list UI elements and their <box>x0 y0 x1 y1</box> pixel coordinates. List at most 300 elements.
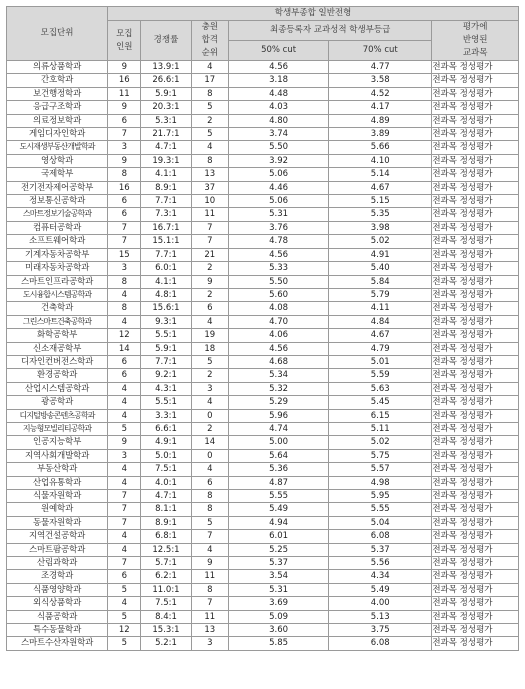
cell-competition: 5.7:1 <box>141 557 191 570</box>
cell-department: 간호학과 <box>7 74 108 87</box>
cell-eval: 전과목 정성평가 <box>432 302 519 315</box>
cell-quota: 7 <box>108 490 141 503</box>
cell-waitlist: 21 <box>191 248 229 261</box>
table-row <box>7 624 519 637</box>
header-waitlist: 충원 합격 순위 <box>191 21 229 61</box>
cell-quota: 9 <box>108 154 141 167</box>
cell-cut70: 4.79 <box>329 342 432 355</box>
cell-quota: 6 <box>108 369 141 382</box>
cell-cut50: 4.08 <box>229 302 329 315</box>
cell-eval: 전과목 정성평가 <box>432 168 519 181</box>
cell-waitlist: 2 <box>191 288 229 301</box>
cell-quota: 5 <box>108 422 141 435</box>
cell-waitlist: 7 <box>191 530 229 543</box>
header-cut70: 70% cut <box>329 41 432 61</box>
cell-department: 스마트팜공학과 <box>7 543 108 556</box>
cell-eval: 전과목 정성평가 <box>432 114 519 127</box>
admission-results-table <box>6 6 519 651</box>
cell-department: 동물자원학과 <box>7 516 108 529</box>
cell-competition: 5.5:1 <box>141 329 191 342</box>
cell-eval: 전과목 정성평가 <box>432 87 519 100</box>
table-row <box>7 476 519 489</box>
table-row <box>7 275 519 288</box>
cell-eval: 전과목 정성평가 <box>432 355 519 368</box>
cell-cut70: 5.95 <box>329 490 432 503</box>
cell-department: 응급구조학과 <box>7 101 108 114</box>
cell-competition: 11.0:1 <box>141 583 191 596</box>
cell-department: 지능형모빌리티공학과 <box>7 422 108 435</box>
cell-eval: 전과목 정성평가 <box>432 382 519 395</box>
cell-competition: 20.3:1 <box>141 101 191 114</box>
cell-department: 조경학과 <box>7 570 108 583</box>
cell-department: 식품영양학과 <box>7 583 108 596</box>
cell-quota: 4 <box>108 463 141 476</box>
cell-cut50: 6.01 <box>229 530 329 543</box>
cell-cut50: 5.36 <box>229 463 329 476</box>
cell-competition: 7.3:1 <box>141 208 191 221</box>
table-row <box>7 141 519 154</box>
table-row <box>7 315 519 328</box>
cell-waitlist: 5 <box>191 101 229 114</box>
cell-competition: 13.9:1 <box>141 61 191 74</box>
cell-cut50: 3.18 <box>229 74 329 87</box>
cell-waitlist: 8 <box>191 87 229 100</box>
table-row <box>7 516 519 529</box>
cell-waitlist: 10 <box>191 195 229 208</box>
cell-eval: 전과목 정성평가 <box>432 624 519 637</box>
table-row <box>7 181 519 194</box>
cell-waitlist: 5 <box>191 128 229 141</box>
cell-waitlist: 11 <box>191 610 229 623</box>
cell-cut50: 4.03 <box>229 101 329 114</box>
cell-department: 환경공학과 <box>7 369 108 382</box>
table-row <box>7 208 519 221</box>
cell-cut70: 4.77 <box>329 61 432 74</box>
cell-competition: 9.2:1 <box>141 369 191 382</box>
cell-department: 전기전자제어공학부 <box>7 181 108 194</box>
cell-cut70: 5.35 <box>329 208 432 221</box>
cell-competition: 7.5:1 <box>141 463 191 476</box>
table-row <box>7 168 519 181</box>
cell-eval: 전과목 정성평가 <box>432 315 519 328</box>
cell-cut50: 5.32 <box>229 382 329 395</box>
cell-cut70: 4.89 <box>329 114 432 127</box>
cell-competition: 5.0:1 <box>141 449 191 462</box>
cell-cut50: 5.64 <box>229 449 329 462</box>
cell-cut50: 4.87 <box>229 476 329 489</box>
table-row <box>7 503 519 516</box>
cell-competition: 16.7:1 <box>141 221 191 234</box>
table-body <box>7 61 519 651</box>
cell-quota: 7 <box>108 235 141 248</box>
cell-department: 보건행정학과 <box>7 87 108 100</box>
cell-department: 신소재공학부 <box>7 342 108 355</box>
cell-waitlist: 5 <box>191 516 229 529</box>
cell-cut50: 5.09 <box>229 610 329 623</box>
cell-competition: 8.4:1 <box>141 610 191 623</box>
cell-quota: 4 <box>108 382 141 395</box>
table-row <box>7 101 519 114</box>
cell-department: 게임디자인학과 <box>7 128 108 141</box>
cell-cut50: 4.06 <box>229 329 329 342</box>
cell-quota: 6 <box>108 208 141 221</box>
cell-cut70: 4.17 <box>329 101 432 114</box>
cell-eval: 전과목 정성평가 <box>432 422 519 435</box>
cell-cut70: 4.84 <box>329 315 432 328</box>
cell-competition: 6.0:1 <box>141 262 191 275</box>
cell-department: 지역사회개발학과 <box>7 449 108 462</box>
table-row <box>7 221 519 234</box>
table-row <box>7 74 519 87</box>
cell-cut70: 4.67 <box>329 181 432 194</box>
cell-department: 화학공학부 <box>7 329 108 342</box>
cell-quota: 8 <box>108 302 141 315</box>
cell-competition: 15.6:1 <box>141 302 191 315</box>
cell-quota: 16 <box>108 181 141 194</box>
cell-quota: 3 <box>108 262 141 275</box>
cell-quota: 6 <box>108 570 141 583</box>
cell-competition: 7.5:1 <box>141 597 191 610</box>
table-row <box>7 154 519 167</box>
table-row <box>7 329 519 342</box>
cell-quota: 4 <box>108 409 141 422</box>
cell-waitlist: 8 <box>191 490 229 503</box>
cell-quota: 7 <box>108 221 141 234</box>
cell-competition: 6.8:1 <box>141 530 191 543</box>
cell-competition: 12.5:1 <box>141 543 191 556</box>
cell-waitlist: 6 <box>191 476 229 489</box>
cell-waitlist: 18 <box>191 342 229 355</box>
cell-waitlist: 4 <box>191 315 229 328</box>
cell-cut70: 5.02 <box>329 235 432 248</box>
cell-cut50: 5.60 <box>229 288 329 301</box>
cell-cut70: 6.08 <box>329 530 432 543</box>
cell-eval: 전과목 정성평가 <box>432 141 519 154</box>
cell-competition: 4.8:1 <box>141 288 191 301</box>
cell-department: 건축학과 <box>7 302 108 315</box>
cell-competition: 4.7:1 <box>141 490 191 503</box>
cell-cut70: 5.40 <box>329 262 432 275</box>
cell-cut70: 3.98 <box>329 221 432 234</box>
cell-cut70: 5.15 <box>329 195 432 208</box>
cell-quota: 3 <box>108 141 141 154</box>
cell-department: 디지털방송콘텐츠공학과 <box>7 409 108 422</box>
cell-cut70: 5.02 <box>329 436 432 449</box>
table-row <box>7 302 519 315</box>
cell-eval: 전과목 정성평가 <box>432 409 519 422</box>
cell-quota: 9 <box>108 436 141 449</box>
cell-cut70: 3.75 <box>329 624 432 637</box>
table-row <box>7 490 519 503</box>
header-competition: 경쟁률 <box>141 21 191 61</box>
cell-quota: 6 <box>108 355 141 368</box>
header-group: 학생부종합 일반전형 <box>108 7 519 21</box>
cell-eval: 전과목 정성평가 <box>432 275 519 288</box>
table-row <box>7 583 519 596</box>
cell-waitlist: 8 <box>191 583 229 596</box>
cell-waitlist: 8 <box>191 154 229 167</box>
cell-cut50: 5.55 <box>229 490 329 503</box>
cell-cut70: 6.08 <box>329 637 432 650</box>
cell-cut50: 4.46 <box>229 181 329 194</box>
cell-department: 광공학과 <box>7 396 108 409</box>
cell-waitlist: 0 <box>191 449 229 462</box>
cell-cut50: 5.06 <box>229 168 329 181</box>
cell-eval: 전과목 정성평가 <box>432 557 519 570</box>
cell-eval: 전과목 정성평가 <box>432 570 519 583</box>
cell-cut70: 4.52 <box>329 87 432 100</box>
cell-eval: 전과목 정성평가 <box>432 436 519 449</box>
cell-quota: 12 <box>108 624 141 637</box>
cell-competition: 5.9:1 <box>141 87 191 100</box>
cell-cut70: 3.58 <box>329 74 432 87</box>
cell-waitlist: 4 <box>191 61 229 74</box>
cell-competition: 8.9:1 <box>141 181 191 194</box>
cell-cut50: 5.29 <box>229 396 329 409</box>
cell-waitlist: 7 <box>191 597 229 610</box>
cell-waitlist: 2 <box>191 422 229 435</box>
table-row <box>7 610 519 623</box>
cell-quota: 6 <box>108 195 141 208</box>
cell-cut50: 4.56 <box>229 61 329 74</box>
cell-competition: 5.2:1 <box>141 637 191 650</box>
cell-waitlist: 3 <box>191 382 229 395</box>
cell-quota: 14 <box>108 342 141 355</box>
cell-cut70: 4.98 <box>329 476 432 489</box>
cell-quota: 4 <box>108 476 141 489</box>
cell-waitlist: 4 <box>191 543 229 556</box>
cell-department: 기계자동차공학부 <box>7 248 108 261</box>
cell-cut50: 4.94 <box>229 516 329 529</box>
cell-cut70: 5.66 <box>329 141 432 154</box>
cell-cut70: 4.10 <box>329 154 432 167</box>
cell-cut70: 5.56 <box>329 557 432 570</box>
cell-waitlist: 13 <box>191 168 229 181</box>
cell-cut50: 4.56 <box>229 342 329 355</box>
cell-cut70: 5.63 <box>329 382 432 395</box>
header-unit: 모집단위 <box>7 7 108 61</box>
cell-competition: 4.3:1 <box>141 382 191 395</box>
cell-eval: 전과목 정성평가 <box>432 463 519 476</box>
cell-cut50: 4.70 <box>229 315 329 328</box>
table-row <box>7 128 519 141</box>
cell-competition: 6.6:1 <box>141 422 191 435</box>
cell-quota: 4 <box>108 288 141 301</box>
cell-eval: 전과목 정성평가 <box>432 369 519 382</box>
cell-eval: 전과목 정성평가 <box>432 195 519 208</box>
cell-eval: 전과목 정성평가 <box>432 221 519 234</box>
cell-waitlist: 8 <box>191 503 229 516</box>
cell-competition: 5.3:1 <box>141 114 191 127</box>
table-row <box>7 543 519 556</box>
cell-cut70: 5.11 <box>329 422 432 435</box>
cell-competition: 8.9:1 <box>141 516 191 529</box>
table-row <box>7 195 519 208</box>
cell-quota: 4 <box>108 315 141 328</box>
cell-department: 그린스마트건축공학과 <box>7 315 108 328</box>
cell-competition: 4.1:1 <box>141 168 191 181</box>
cell-waitlist: 3 <box>191 637 229 650</box>
cell-department: 도시융합시스템공학과 <box>7 288 108 301</box>
table-row <box>7 87 519 100</box>
header-eval: 평가에 반영된 교과목 <box>432 21 519 61</box>
cell-waitlist: 0 <box>191 409 229 422</box>
cell-cut50: 3.74 <box>229 128 329 141</box>
cell-cut50: 5.49 <box>229 503 329 516</box>
table-row <box>7 597 519 610</box>
cell-competition: 15.1:1 <box>141 235 191 248</box>
cell-competition: 8.1:1 <box>141 503 191 516</box>
cell-quota: 8 <box>108 168 141 181</box>
cell-cut50: 4.48 <box>229 87 329 100</box>
cell-competition: 7.7:1 <box>141 355 191 368</box>
cell-cut50: 3.54 <box>229 570 329 583</box>
cell-quota: 15 <box>108 248 141 261</box>
cell-department: 국제학부 <box>7 168 108 181</box>
cell-cut70: 5.84 <box>329 275 432 288</box>
cell-eval: 전과목 정성평가 <box>432 449 519 462</box>
cell-cut70: 4.91 <box>329 248 432 261</box>
cell-cut50: 5.00 <box>229 436 329 449</box>
cell-department: 부동산학과 <box>7 463 108 476</box>
cell-cut50: 5.85 <box>229 637 329 650</box>
cell-competition: 19.3:1 <box>141 154 191 167</box>
cell-cut70: 5.59 <box>329 369 432 382</box>
cell-cut50: 5.37 <box>229 557 329 570</box>
cell-cut50: 3.69 <box>229 597 329 610</box>
cell-quota: 7 <box>108 516 141 529</box>
cell-eval: 전과목 정성평가 <box>432 208 519 221</box>
cell-cut70: 5.75 <box>329 449 432 462</box>
cell-department: 의류상품학과 <box>7 61 108 74</box>
table-row <box>7 436 519 449</box>
cell-department: 식품공학과 <box>7 610 108 623</box>
cell-department: 디자인컨버전스학과 <box>7 355 108 368</box>
cell-waitlist: 13 <box>191 624 229 637</box>
cell-quota: 5 <box>108 637 141 650</box>
cell-department: 스마트수산자원학과 <box>7 637 108 650</box>
table-row <box>7 342 519 355</box>
cell-cut50: 5.31 <box>229 208 329 221</box>
cell-cut70: 5.55 <box>329 503 432 516</box>
table-row <box>7 449 519 462</box>
cell-eval: 전과목 정성평가 <box>432 128 519 141</box>
cell-eval: 전과목 정성평가 <box>432 248 519 261</box>
cell-quota: 7 <box>108 557 141 570</box>
table-row <box>7 369 519 382</box>
cell-eval: 전과목 정성평가 <box>432 342 519 355</box>
cell-cut70: 5.57 <box>329 463 432 476</box>
cell-quota: 4 <box>108 597 141 610</box>
cell-quota: 7 <box>108 128 141 141</box>
cell-competition: 4.9:1 <box>141 436 191 449</box>
cell-cut70: 5.45 <box>329 396 432 409</box>
cell-cut70: 4.67 <box>329 329 432 342</box>
cell-waitlist: 5 <box>191 355 229 368</box>
cell-cut50: 3.60 <box>229 624 329 637</box>
cell-competition: 5.9:1 <box>141 342 191 355</box>
cell-cut70: 5.37 <box>329 543 432 556</box>
cell-quota: 6 <box>108 114 141 127</box>
cell-department: 산림과학과 <box>7 557 108 570</box>
cell-competition: 4.1:1 <box>141 275 191 288</box>
cell-eval: 전과목 정성평가 <box>432 516 519 529</box>
table-row <box>7 530 519 543</box>
cell-department: 정보통신공학과 <box>7 195 108 208</box>
cell-eval: 전과목 정성평가 <box>432 288 519 301</box>
cell-cut50: 4.56 <box>229 248 329 261</box>
cell-cut50: 5.96 <box>229 409 329 422</box>
cell-competition: 5.5:1 <box>141 396 191 409</box>
cell-competition: 15.3:1 <box>141 624 191 637</box>
cell-eval: 전과목 정성평가 <box>432 610 519 623</box>
cell-quota: 5 <box>108 583 141 596</box>
cell-competition: 26.6:1 <box>141 74 191 87</box>
cell-cut70: 5.49 <box>329 583 432 596</box>
cell-eval: 전과목 정성평가 <box>432 583 519 596</box>
cell-quota: 9 <box>108 101 141 114</box>
table-row <box>7 557 519 570</box>
table-row <box>7 637 519 650</box>
cell-eval: 전과목 정성평가 <box>432 329 519 342</box>
table-row <box>7 570 519 583</box>
table-row <box>7 355 519 368</box>
cell-eval: 전과목 정성평가 <box>432 61 519 74</box>
table-row <box>7 114 519 127</box>
cell-cut70: 5.13 <box>329 610 432 623</box>
table-row <box>7 262 519 275</box>
cell-quota: 16 <box>108 74 141 87</box>
cell-department: 원예학과 <box>7 503 108 516</box>
table-row <box>7 288 519 301</box>
cell-quota: 3 <box>108 449 141 462</box>
cell-department: 지역건설공학과 <box>7 530 108 543</box>
cell-cut50: 4.78 <box>229 235 329 248</box>
cell-cut50: 5.31 <box>229 583 329 596</box>
cell-cut70: 6.15 <box>329 409 432 422</box>
cell-waitlist: 2 <box>191 369 229 382</box>
cell-department: 스마트정보기술공학과 <box>7 208 108 221</box>
table-row <box>7 409 519 422</box>
cell-eval: 전과목 정성평가 <box>432 597 519 610</box>
cell-cut70: 4.11 <box>329 302 432 315</box>
cell-quota: 4 <box>108 530 141 543</box>
cell-waitlist: 19 <box>191 329 229 342</box>
cell-quota: 12 <box>108 329 141 342</box>
cell-competition: 4.7:1 <box>141 141 191 154</box>
cell-department: 도시재생부동산개발학과 <box>7 141 108 154</box>
cell-quota: 7 <box>108 503 141 516</box>
admission-results-document <box>6 6 519 651</box>
cell-waitlist: 6 <box>191 302 229 315</box>
cell-quota: 4 <box>108 396 141 409</box>
cell-department: 소프트웨어학과 <box>7 235 108 248</box>
cell-waitlist: 7 <box>191 235 229 248</box>
cell-waitlist: 9 <box>191 275 229 288</box>
cell-waitlist: 2 <box>191 114 229 127</box>
cell-cut70: 5.14 <box>329 168 432 181</box>
cell-waitlist: 4 <box>191 141 229 154</box>
cell-quota: 8 <box>108 275 141 288</box>
cell-cut70: 5.04 <box>329 516 432 529</box>
cell-cut50: 5.34 <box>229 369 329 382</box>
cell-waitlist: 4 <box>191 396 229 409</box>
cell-cut50: 3.76 <box>229 221 329 234</box>
cell-competition: 21.7:1 <box>141 128 191 141</box>
cell-cut50: 5.33 <box>229 262 329 275</box>
cell-department: 산업시스템공학과 <box>7 382 108 395</box>
header-quota: 모집 인원 <box>108 21 141 61</box>
